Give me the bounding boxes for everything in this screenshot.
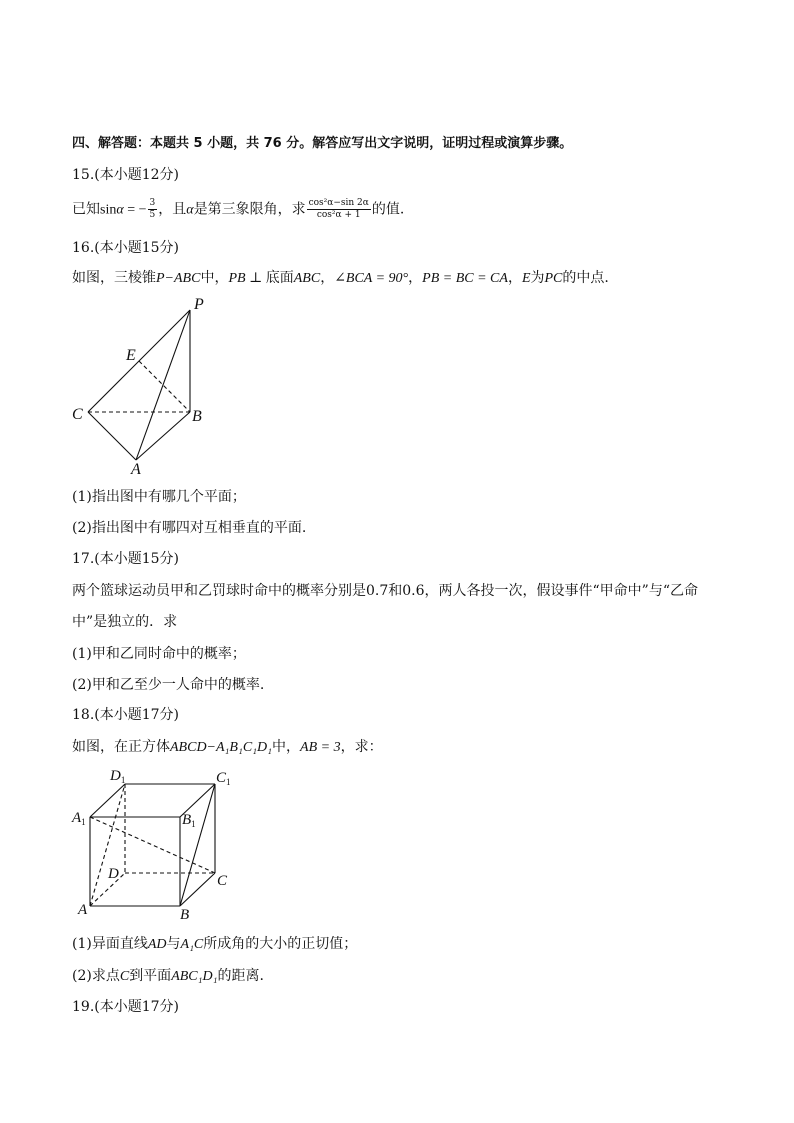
q16-comma-2: ， (408, 270, 423, 286)
q15-fraction (148, 198, 158, 221)
q17-sub1: (1)甲和乙同时命中的概率； (72, 646, 246, 662)
edge-a1d1 (90, 784, 125, 817)
q18-sub1-a1c: A₁C (180, 937, 204, 952)
q17-score: (本小题15分) (94, 551, 180, 567)
q17-line-1: 两个篮球运动员甲和乙罚球时命中的概率分别是0.7和0.6，两人各投一次，假设事件“甲命中”与“乙命 (72, 583, 698, 599)
label-c: C (72, 406, 83, 423)
q16-angle: ∠BCA = 90° (334, 271, 409, 286)
label-d1: $D_1$ (110, 768, 126, 785)
label-e: E (126, 347, 136, 364)
q15-text-2: ，且 (158, 201, 187, 218)
label-d: D (108, 866, 119, 882)
cube-figure (70, 762, 240, 922)
q18-text-c: ，求： (340, 739, 383, 755)
section-header: 四、解答题：本题共 5 小题，共 76 分。解答应写出文字说明，证明过程或演算步骤。 (72, 136, 573, 151)
q17-number: 17. (72, 551, 95, 567)
q18-text-a: 如图，在正方体 (72, 739, 170, 755)
q16-e: E (521, 271, 531, 286)
q15-text-4: 的值. (371, 201, 405, 218)
q15-expression (307, 198, 371, 221)
q17-line-2: 中”是独立的．求 (72, 614, 178, 630)
q16-perp: ⊥ (245, 271, 266, 286)
q15-question (72, 198, 404, 221)
q16-heading (72, 238, 179, 258)
edge-ca (88, 412, 136, 460)
q16-text-c: 底面 (265, 270, 294, 286)
label-b1: $B_1$ (182, 812, 196, 829)
q15-sin: sin (100, 202, 117, 218)
q18-sub2 (72, 966, 264, 987)
q18-sub2-c: C (119, 969, 130, 984)
q17-heading (72, 549, 179, 569)
q15-text-1: 已知 (72, 201, 100, 218)
q18-sub2-text-a: (2)求点 (72, 968, 120, 984)
q18-sub1-text-b: 与 (166, 936, 181, 952)
q16-sub2: (2)指出图中有哪四对互相垂直的平面. (72, 520, 307, 536)
q18-sub1-ad: AD (147, 937, 167, 952)
q16-text-b: 中， (200, 270, 229, 286)
label-c: C (217, 873, 228, 889)
q18-sub1 (72, 934, 357, 955)
label-p: P (194, 296, 204, 313)
q15-text-3: 是第三象限角，求 (193, 201, 306, 218)
pyramid-figure (64, 290, 224, 480)
q18-sub1-text-c: 所成角的大小的正切值； (203, 936, 358, 952)
edge-eb-hidden (139, 361, 190, 412)
diagonal-ad1-hidden (90, 784, 125, 906)
q16-text-a: 如图，三棱锥 (72, 270, 156, 286)
diagonal-bc1 (180, 784, 215, 906)
q17-sub2: (2)甲和乙至少一人命中的概率. (72, 677, 265, 693)
q16-abc: ABC (293, 271, 321, 286)
q15-expr-num: cos²α−sin 2α (308, 198, 369, 208)
label-a1: $A_1$ (72, 810, 86, 827)
q18-cube: ABCD−A₁B₁C₁D₁ (170, 740, 273, 755)
q16-question (72, 268, 609, 289)
q16-comma-3: ， (507, 270, 522, 286)
q19-heading (72, 997, 179, 1017)
q19-number: 19. (72, 999, 95, 1015)
q15-score: (本小题12分) (94, 167, 180, 183)
q16-text-d: 为 (530, 270, 545, 286)
q18-sub1-text-a: (1)异面直线 (72, 936, 148, 952)
label-b: B (180, 907, 190, 922)
q16-equality: PB = BC = CA (422, 271, 508, 286)
q18-sub2-text-b: 到平面 (129, 968, 172, 984)
q15-alpha: α (116, 202, 124, 218)
q15-expr-den: cos²α + 1 (316, 210, 361, 220)
edge-pa (136, 310, 190, 460)
q18-sub2-text-d: 的距离. (217, 968, 264, 984)
q18-question (72, 737, 383, 758)
q18-heading (72, 705, 179, 725)
q19-score: (本小题17分) (94, 999, 180, 1015)
q15-frac-den: 5 (149, 210, 156, 220)
q18-score: (本小题17分) (94, 707, 180, 723)
q16-pc: PC (544, 271, 563, 286)
q15-eq: = − (123, 202, 147, 218)
q15-number: 15. (72, 167, 95, 183)
label-a: A (131, 461, 141, 478)
q18-text-b: 中， (272, 739, 301, 755)
q15-alpha-2: α (186, 202, 194, 218)
label-b: B (192, 408, 202, 425)
label-c1: $C_1$ (216, 770, 231, 787)
q16-sub1: (1)指出图中有哪几个平面； (72, 489, 246, 505)
q16-score: (本小题15分) (94, 240, 180, 256)
q16-text-e: 的中点. (562, 270, 609, 286)
label-a: A (78, 902, 88, 918)
q18-sub2-plane: ABC₁D₁ (171, 969, 218, 984)
q16-number: 16. (72, 240, 95, 256)
q16-pyramid: P−ABC (156, 271, 201, 286)
q15-heading (72, 165, 179, 185)
q18-number: 18. (72, 707, 95, 723)
q16-pb: PB (228, 271, 246, 286)
q18-ab: AB = 3 (300, 740, 341, 755)
diagonal-a1c-hidden (90, 817, 215, 873)
q16-comma-1: ， (320, 270, 335, 286)
q15-frac-num: 3 (149, 198, 156, 208)
